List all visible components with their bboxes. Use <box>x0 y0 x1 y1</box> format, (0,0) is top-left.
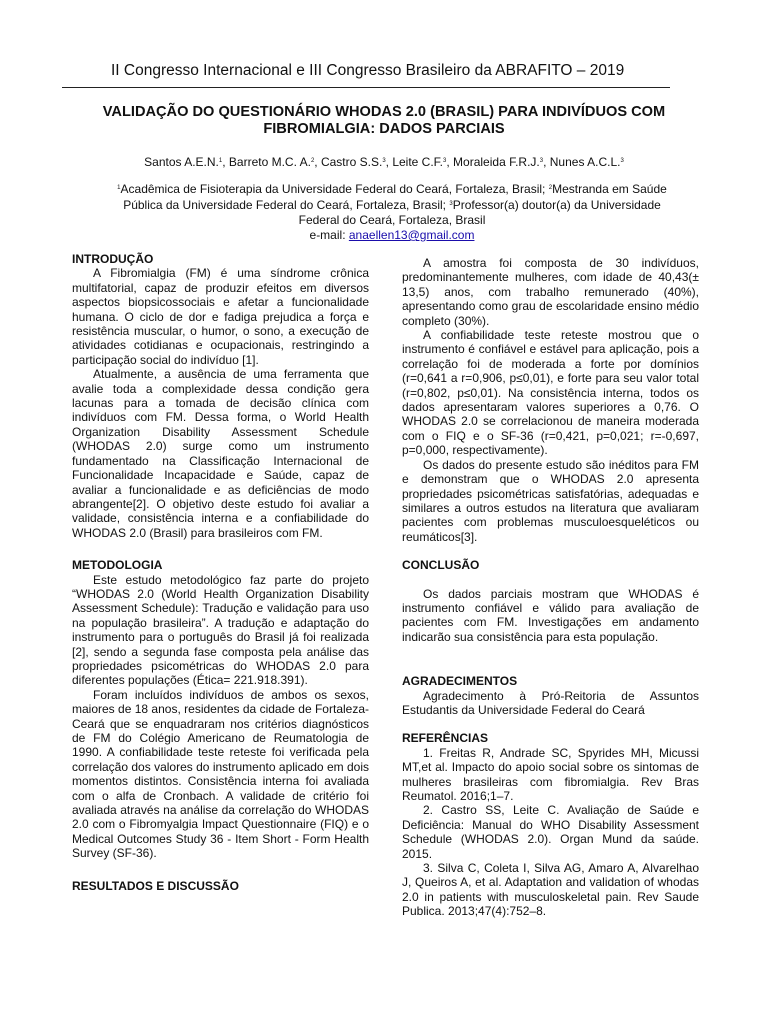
results-paragraph-3: Os dados do presente estudo são inéditos para FM e demonstram que o WHODAS 2.0 apresenta propriedades psicométricas satisfatórias, adequadas e similares a outros estudos na literatura que avaliaram pacientes com problemas musculoesqueléticos ou reumáticos[3]. <box>402 457 699 544</box>
author-name: Castro S.S. <box>320 155 383 169</box>
reference-item: 3. Silva C, Coleta I, Silva AG, Amaro A, Alvarelhao J, Queiros A, et al. Adaptation and validation of whodas 2.0 in patients with musculoskeletal pain. Rev Saude Publica. 2013;47(4):752–8. <box>402 861 699 919</box>
affiliation-2: Mestranda em Saúde Pública da Universidade Federal do Ceará, Fortaleza, Brasil; <box>123 182 667 212</box>
author-name: Leite C.F. <box>392 155 444 169</box>
author-name: Moraleida F.R.J. <box>453 155 540 169</box>
right-column <box>402 256 699 919</box>
reference-item: 2. Castro SS, Leite C. Avaliação de Saúde e Deficiência: Manual do WHO Disability Assessment Schedule (WHODAS 2.0). Organ Mund da saúde. 2015. <box>402 803 699 861</box>
conference-header: II Congresso Internacional e III Congresso Brasileiro da ABRAFITO – 2019 <box>111 62 625 79</box>
affiliations <box>108 181 676 243</box>
section-heading-methodology: METODOLOGIA <box>72 558 163 573</box>
method-paragraph-2: Foram incluídos indivíduos de ambos os sexos, maiores de 18 anos, residentes da cidade de Fortaleza-Ceará que se enquadraram nos critérios diagnósticos de FM do Colégio Americano de Reumatologia de 1990. A confiabilidade teste reteste foi verificada pela correlação dos valores do instrumento aplicado em dois momentos distintos. Consistência interna foi avaliada com o alfa de Cronbach. A validade de critério foi avaliada através na análise da correlação do WHODAS 2.0 com o Fibromyalgia Impact Questionnaire (FIQ) e o Medical Outcomes Study 36 - Item Short - Form Health Survey (SF-36). <box>72 687 369 861</box>
author-sup: 3 <box>620 158 624 164</box>
author-name: Barreto M.C. A. <box>228 155 311 169</box>
section-heading-conclusion: CONCLUSÃO <box>402 558 480 573</box>
header-divider <box>62 87 670 88</box>
conclusion-paragraph: Os dados parciais mostram que WHODAS é instrumento confiável e válido para avaliação de pacientes com FM. Investigações em andamento indicarão sua consistência para esta população. <box>402 586 699 644</box>
paper-title: VALIDAÇÃO DO QUESTIONÁRIO WHODAS 2.0 (BRASIL) PARA INDIVÍDUOS COM FIBROMIALGIA: DADOS PARCIAIS <box>102 104 666 137</box>
section-heading-acknowledgements: AGRADECIMENTOS <box>402 674 518 689</box>
author-sup: 3 <box>443 158 447 164</box>
author-name: Santos A.E.N. <box>144 155 219 169</box>
results-paragraph-1: A amostra foi composta de 30 indivíduos, predominantemente mulheres, com idade de 40,43(± 13,5) anos, com trabalho remunerado (40%), apresentando como grau de escolaridade ensino médio completo (30%). <box>402 256 699 328</box>
email-label: e-mail: <box>309 228 346 242</box>
affil-sup: 3 <box>449 201 453 207</box>
author-list: Santos A.E.N.$^1$, Barreto M.C. A.$^2$, Castro S.S.$^3$, Leite C.F.$^3$, Moraleida F.R.J.$^3$, Nunes A.C.L.$^3$ <box>144 155 624 169</box>
left-column <box>72 252 369 893</box>
results-paragraph-2: A confiabilidade teste reteste mostrou que o instrumento é confiável e estável para aplicação, pois a correlação foi de moderada a forte por domínios (r=0,641 a r=0,906, p≤0,01), e forte para seu valor total (r=0,802, p≤0,01). Na consistência interna, todos os dados apresentaram valores superiores a 0,76. O WHODAS 2.0 se correlacionou de maneira moderada com o FIQ e o SF-36 (r=0,421, p=0,021; r=-0,697, p=0,000, respectivamente). <box>402 328 699 458</box>
reference-list <box>402 746 699 919</box>
reference-item: 1. Freitas R, Andrade SC, Spyrides MH, Micussi MT,et al. Impacto do apoio social sobre os sintomas de mulheres brasileiras com fibromialgia. Rev Bras Reumatol. 2016;1–7. <box>402 745 699 803</box>
section-heading-results: RESULTADOS E DISCUSSÃO <box>72 878 239 893</box>
email-link[interactable]: anaellen13@gmail.com <box>348 228 475 242</box>
section-heading-references: REFERÊNCIAS <box>402 731 489 746</box>
author-sup: 3 <box>382 158 386 164</box>
author-name: Nunes A.C.L. <box>549 155 621 169</box>
author-sup: 1 <box>218 158 223 164</box>
affiliation-3: Professor(a) doutor(a) da Universidade Federal do Ceará, Fortaleza, Brasil <box>298 198 661 227</box>
ack-paragraph: Agradecimento à Pró-Reitoria de Assuntos Estudantis da Universidade Federal do Ceará <box>402 688 699 717</box>
section-heading-introduction: INTRODUÇÃO <box>72 252 154 266</box>
affil-sup: 1 <box>117 185 121 191</box>
author-sup: 3 <box>539 158 544 164</box>
affil-sup: 2 <box>548 185 553 191</box>
author-sup: 2 <box>310 158 315 164</box>
affiliation-1: Acadêmica de Fisioterapia da Universidade Federal do Ceará, Fortaleza, Brasil; <box>120 182 546 196</box>
method-paragraph-1: Este estudo metodológico faz parte do projeto “WHODAS 2.0 (World Health Organization Disability Assessment Schedule): Tradução e validação para uso na população brasileira”. A tradução e adaptação do instrumento para o português do Brasil já foi realizada [2], sendo a segunda fase composta pela análise das propriedades psicométricas do WHODAS 2.0 para diferentes populações (Ética= 221.918.391). <box>72 572 369 688</box>
intro-paragraph-1: A Fibromialgia (FM) é uma síndrome crônica multifatorial, capaz de produzir efeitos em diversos aspectos biopsicossociais e afetar a funcionalidade humana. O ciclo de dor e fadiga prejudica a força e resistência muscular, o humor, o sono, a execução de atividades cotidianas e ocupacionais, restringindo a participação social do indivíduo [1]. <box>72 266 369 367</box>
intro-paragraph-2: Atualmente, a ausência de uma ferramenta que avalie toda a complexidade dessa condição gera lacunas para a tomada de decisão clínica com indivíduos com FM. Dessa forma, o World Health Organization Disability Assessment Schedule (WHODAS 2.0) surge como um instrumento fundamentado na Classificação Internacional de Funcionalidade Incapacidade e Saúde, capaz de avaliar a funcionalidade e as deficiências de modo abrangente[2]. O objetivo deste estudo foi avaliar a validade, consistência interna e a confiabilidade do WHODAS 2.0 (Brasil) para brasileiros com FM. <box>72 367 369 540</box>
